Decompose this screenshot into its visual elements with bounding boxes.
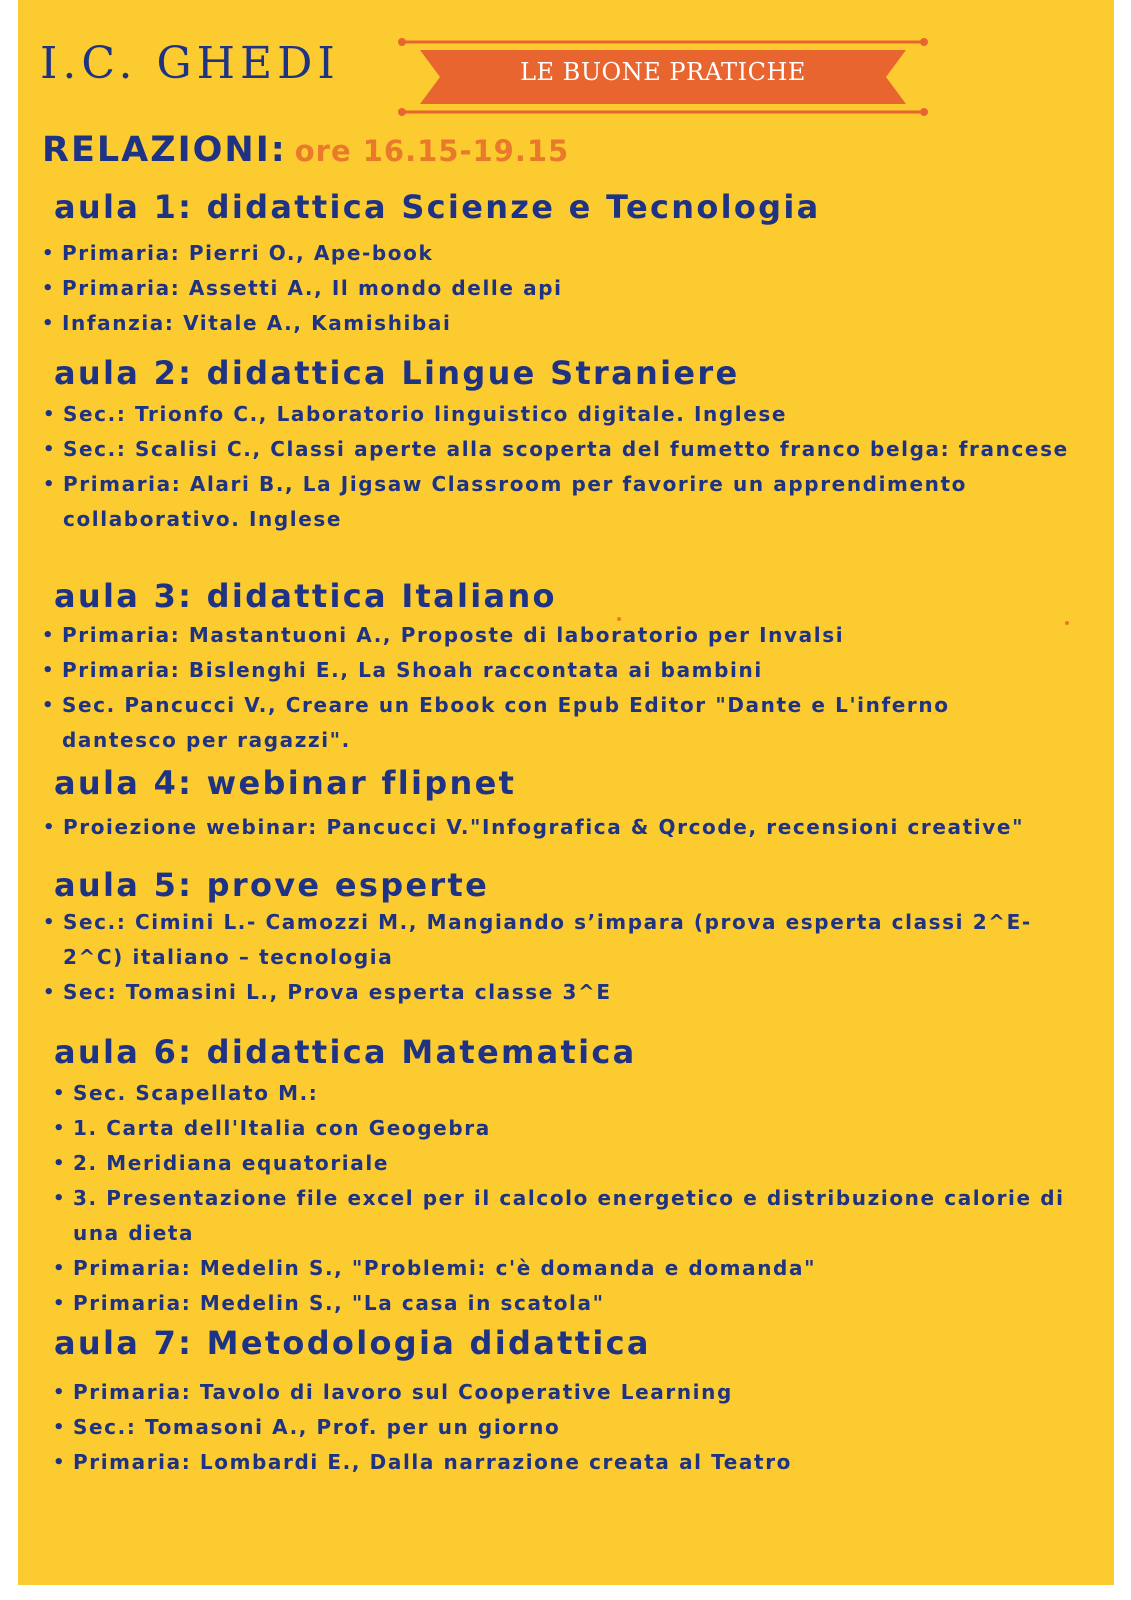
list-item: • Primaria: Mastantuoni A., Proposte di laboratorio per Invalsi bbox=[42, 618, 1072, 653]
list-item: • Sec. Scapellato M.: bbox=[53, 1076, 1083, 1111]
list-item: • 3. Presentazione file excel per il calcolo energetico e distribuzione calorie di una dieta bbox=[53, 1181, 1083, 1251]
banner-title: LE BUONE PRATICHE bbox=[520, 58, 806, 86]
room-items bbox=[42, 618, 1072, 758]
bullet: • bbox=[43, 982, 57, 1003]
section-header bbox=[42, 130, 569, 170]
list-item: • 1. Carta dell'Italia con Geogebra bbox=[53, 1111, 1083, 1146]
list-item: • Sec.: Cimini L.- Camozzi M., Mangiando s’impara (prova esperta classi 2^E-2^C) italiano – tecnologia bbox=[43, 905, 1073, 975]
list-item: • Sec.: Scalisi C., Classi aperte alla scoperta del fumetto franco belga: francese bbox=[43, 432, 1073, 467]
list-item: • Primaria: Bislenghi E., La Shoah raccontata ai bambini bbox=[42, 653, 1072, 688]
schedule-time: ore 16.15-19.15 bbox=[294, 134, 570, 168]
room-items bbox=[53, 1375, 1083, 1480]
room-items bbox=[43, 810, 1073, 845]
bullet: • bbox=[42, 313, 56, 334]
room-items bbox=[43, 905, 1073, 1010]
bullet: • bbox=[53, 1293, 67, 1314]
list-item: • Primaria: Lombardi E., Dalla narrazione creata al Teatro bbox=[53, 1445, 1083, 1480]
bullet: • bbox=[53, 1258, 67, 1279]
list-item: • Sec.: Trionfo C., Laboratorio linguistico digitale. Inglese bbox=[43, 397, 1073, 432]
bullet: • bbox=[43, 912, 57, 933]
bullet: • bbox=[53, 1382, 67, 1403]
list-item: • 2. Meridiana equatoriale bbox=[53, 1146, 1083, 1181]
bullet: • bbox=[42, 660, 56, 681]
room-heading: aula 1: didattica Scienze e Tecnologia bbox=[54, 188, 821, 226]
bullet: • bbox=[53, 1452, 67, 1473]
room-heading: aula 7: Metodologia didattica bbox=[54, 1324, 651, 1362]
bullet: • bbox=[43, 439, 57, 460]
list-item: • Primaria: Assetti A., Il mondo delle api bbox=[42, 271, 1072, 306]
bullet: • bbox=[42, 625, 56, 646]
section-label: RELAZIONI: bbox=[42, 130, 287, 170]
bullet: • bbox=[43, 474, 57, 495]
bullet: • bbox=[42, 243, 56, 264]
bullet: • bbox=[53, 1417, 67, 1438]
list-item: • Sec: Tomasini L., Prova esperta classe 3^E bbox=[43, 975, 1073, 1010]
room-items bbox=[42, 236, 1072, 341]
room-heading: aula 6: didattica Matematica bbox=[54, 1033, 637, 1071]
bullet: • bbox=[53, 1188, 67, 1209]
list-item: • Sec.: Tomasoni A., Prof. per un giorno bbox=[53, 1410, 1083, 1445]
room-heading: aula 4: webinar flipnet bbox=[54, 764, 517, 802]
room-heading: aula 2: didattica Lingue Straniere bbox=[54, 354, 740, 392]
title-ribbon bbox=[398, 38, 928, 118]
bullet: • bbox=[43, 817, 57, 838]
room-heading: aula 5: prove esperte bbox=[54, 866, 490, 904]
bullet: • bbox=[43, 404, 57, 425]
bullet: • bbox=[42, 695, 56, 716]
list-item: • Primaria: Tavolo di lavoro sul Cooperative Learning bbox=[53, 1375, 1083, 1410]
room-heading: aula 3: didattica Italiano bbox=[54, 577, 557, 615]
room-items bbox=[43, 397, 1073, 537]
list-item: • Primaria: Pierri O., Ape-book bbox=[42, 236, 1072, 271]
list-item: • Primaria: Medelin S., "Problemi: c'è domanda e domanda" bbox=[53, 1251, 1083, 1286]
list-item: • Sec. Pancucci V., Creare un Ebook con Epub Editor "Dante e L'inferno dantesco per ragazzi". bbox=[42, 688, 1072, 758]
list-item: • Proiezione webinar: Pancucci V."Infografica & Qrcode, recensioni creative" bbox=[43, 810, 1073, 845]
list-item: • Infanzia: Vitale A., Kamishibai bbox=[42, 306, 1072, 341]
list-item: • Primaria: Medelin S., "La casa in scatola" bbox=[53, 1286, 1083, 1321]
list-item: • Primaria: Alari B., La Jigsaw Classroom per favorire un apprendimento collaborativo. Inglese bbox=[43, 467, 1073, 537]
bullet: • bbox=[53, 1153, 67, 1174]
bullet: • bbox=[53, 1083, 67, 1104]
organization-name: I.C. GHEDI bbox=[40, 38, 340, 89]
decorative-dot bbox=[617, 617, 621, 621]
decorative-dot bbox=[1065, 621, 1069, 625]
bullet: • bbox=[53, 1118, 67, 1139]
room-items bbox=[53, 1076, 1083, 1321]
bullet: • bbox=[42, 278, 56, 299]
